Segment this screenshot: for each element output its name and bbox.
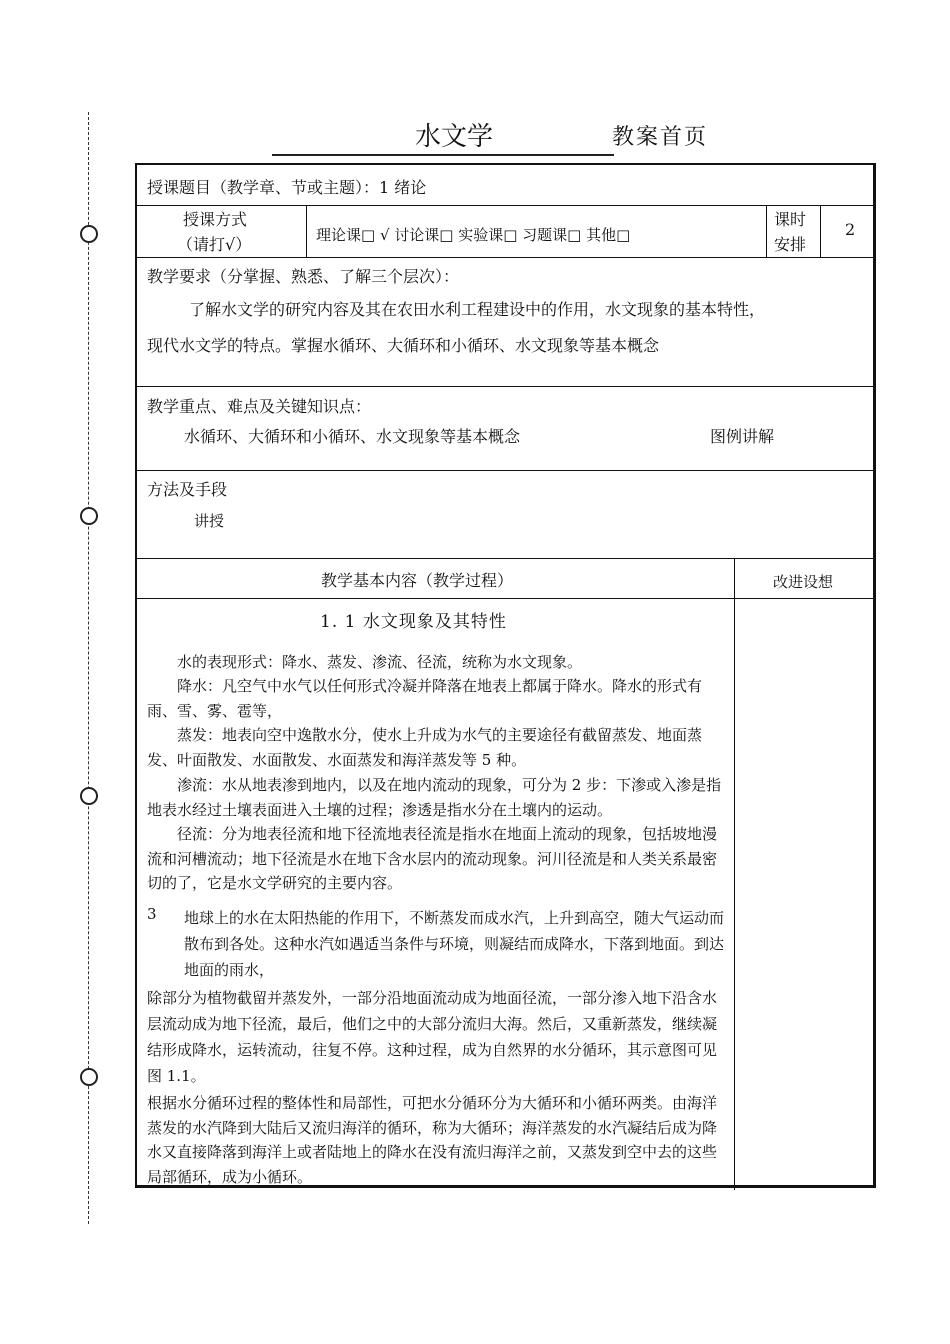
binding-hole [80, 225, 98, 243]
page-title: 水文学 [415, 122, 494, 152]
improvement-header: 改进设想 [773, 573, 834, 591]
title-underline [272, 116, 614, 156]
binding-margin-line [88, 112, 89, 1224]
content-header: 教学基本内容（教学过程） [321, 571, 514, 590]
topic-label: 授课题目（教学章、节或主题）：1 绪论 [147, 178, 427, 197]
content-paragraph: 根据水分循环过程的整体性和局部性，可把水分循环分为大循环和小循环两类。由海洋蒸发的水汽降到大陆后又流归海洋的循环，称为大循环；海洋蒸发的水汽凝结后成为降水又直接降落到海洋上或者陆地上的降水在没有流归海洋之前，又蒸发到空中去的这些局部循环，成为小循环。 [147, 1094, 718, 1186]
content-paragraph: 径流：分为地表径流和地下径流地表径流是指水在地面上流动的现象，包括坡地漫流和河槽流动；地下径流是水在地下含水层内的流动现象。河川径流是和人类关系最密切的了，它是水文学研究的主要内容。 [147, 825, 718, 892]
content-paragraph: 水的表现形式：降水、蒸发、渗流、径流，统称为水文现象。 [177, 653, 583, 671]
binding-hole [80, 507, 98, 525]
requirements-heading: 教学要求（分掌握、熟悉、了解三个层次）： [147, 267, 460, 286]
method-label: 授课方式 [183, 210, 248, 229]
approach-text: 讲授 [194, 512, 225, 530]
method-label-hint: （请打√） [177, 235, 252, 254]
method-options: 理论课□ √ 讨论课□ 实验课□ 习题课□ 其他□ [316, 226, 631, 244]
content-paragraph: 降水：凡空气中水气以任何形式冷凝并降落在地表上都属于降水。降水的形式有雨、雪、雾、雹等， [147, 677, 703, 720]
approach-heading: 方法及手段 [147, 480, 228, 499]
content-paragraph: 除部分为植物截留并蒸发外，一部分沿地面流动成为地面径流，一部分渗入地下沿含水层流动成为地下径流，最后，他们之中的大部分流归大海。然后，又重新蒸发，继续凝结形成降水，运转流动，往复不停。这种过程，成为自然界的水分循环，其示意图可见图 1.1。 [147, 989, 718, 1085]
binding-hole [80, 1068, 98, 1086]
hours-value: 2 [845, 220, 856, 239]
content-paragraph: 地球上的水在太阳热能的作用下，不断蒸发而成水汽，上升到高空，随大气运动而散布到各处。这种水汽如遇适当条件与环境，则凝结而成降水，下落到地面。到达地面的雨水， [184, 909, 725, 979]
requirements-text-1: 了解水文学的研究内容及其在农田水利工程建设中的作用，水文现象的基本特性， [189, 300, 766, 319]
content-paragraph: 渗流：水从地表渗到地内，以及在地内流动的现象，可分为 2 步：下渗或入渗是指地表水经过土壤表面进入土壤的过程；渗透是指水分在土壤内的运动。 [147, 776, 722, 819]
content-paragraph: 蒸发：地表向空中逸散水分，使水上升成为水气的主要途径有截留蒸发、地面蒸发、叶面散发、水面散发、水面蒸发和海洋蒸发等 5 种。 [147, 726, 703, 769]
hours-label-2: 安排 [774, 235, 807, 254]
title-suffix: 教案首页 [612, 125, 709, 150]
section-title: 1. 1 水文现象及其特性 [320, 612, 507, 632]
content-item-number: 3 [147, 905, 157, 923]
keypoints-text: 水循环、大循环和小循环、水文现象等基本概念 [184, 427, 521, 446]
keypoints-note: 图例讲解 [710, 427, 775, 446]
hours-label: 课时 [774, 210, 807, 229]
requirements-text-2: 现代水文学的特点。掌握水循环、大循环和小循环、水文现象等基本概念 [147, 336, 660, 355]
binding-hole [80, 787, 98, 805]
lesson-plan-table [135, 163, 876, 1188]
keypoints-heading: 教学重点、难点及关键知识点： [147, 397, 372, 416]
